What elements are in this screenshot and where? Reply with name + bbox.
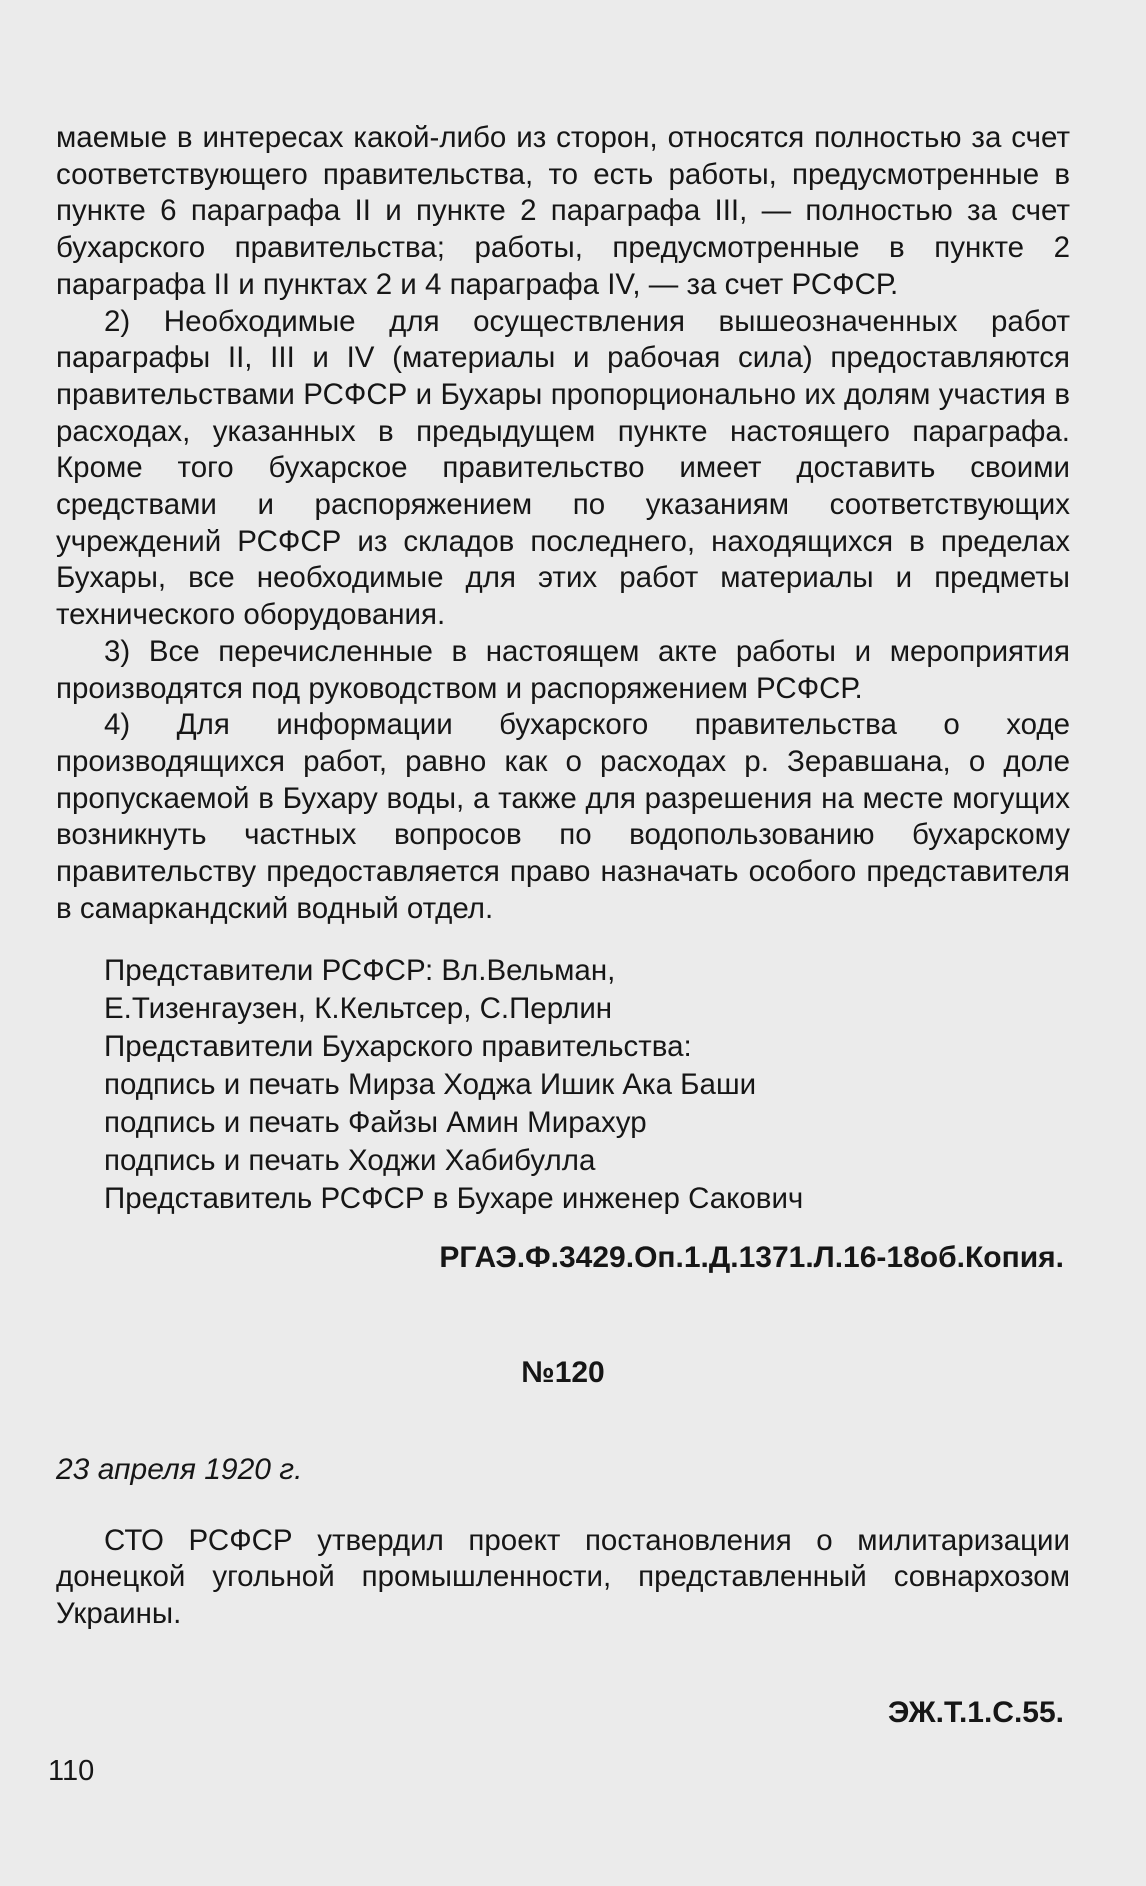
signature-line: Представители РСФСР: Вл.Вельман, <box>104 954 616 988</box>
signatures-block <box>56 952 1070 1218</box>
signature-line: Е.Тизенгаузен, К.Кельтсер, С.Перлин <box>104 992 613 1026</box>
document-body-paragraph: СТО РСФСР утвердил проект постановления о милитаризации донецкой угольной промышленности, представленный совнархозом Украины. <box>56 1523 1070 1630</box>
archive-source-reference: РГАЭ.Ф.3429.Оп.1.Д.1371.Л.16-18об.Копия. <box>439 1241 1064 1275</box>
paragraph-item-2: 2) Необходимые для осуществления вышеозначенных работ параграфы II, III и IV (материалы и рабочая сила) предоставляются правительствами РСФСР и Бухары пропорционально их долям участия в расходах, указанных в предыдущем пункте настоящего параграфа. Кроме того бухарское правительство имеет доставить своими средствами и распоряжением по указаниям соответствующих учреждений РСФСР из складов последнего, находящихся в пределах Бухары, все необходимые для этих работ материалы и предметы технического оборудования. <box>56 304 1070 632</box>
signature-line: подпись и печать Файзы Амин Мирахур <box>104 1106 647 1140</box>
page-number: 110 <box>48 1755 95 1787</box>
signature-line: Представители Бухарского правительства: <box>104 1030 692 1064</box>
paragraph-item-4: 4) Для информации бухарского правительства о ходе производящихся работ, равно как о расходах р. Зеравшана, о доле пропускаемой в Бухару воды, а также для разрешения на месте могущих возникнуть частных вопросов по водопользованию бухарскому правительству предоставляется право назначать особого представителя в самаркандский водный отдел. <box>56 708 1070 925</box>
document-number-heading: №120 <box>521 1356 605 1390</box>
signature-line: подпись и печать Мирза Ходжа Ишик Ака Баши <box>104 1068 757 1102</box>
paragraph-item-3: 3) Все перечисленные в настоящем акте работы и мероприятия производятся под руководством и распоряжением РСФСР. <box>56 634 1070 705</box>
text-block <box>56 120 1070 1731</box>
signature-line: подпись и печать Ходжи Хабибулла <box>104 1144 596 1178</box>
document-date: 23 апреля 1920 г. <box>56 1452 303 1486</box>
paragraph-continuation: маемые в интересах какой-либо из сторон, относятся полностью за счет соответствующего правительства, то есть работы, предусмотренные в пункте 6 параграфа II и пункте 2 параграфа III, — полностью за счет бухарского правительства; работы, предусмотренные в пункте 2 параграфа II и пунктах 2 и 4 параграфа IV, — за счет РСФСР. <box>56 121 1070 301</box>
journal-source-reference: ЭЖ.Т.1.С.55. <box>887 1695 1064 1729</box>
signature-line: Представитель РСФСР в Бухаре инженер Сакович <box>104 1182 804 1216</box>
